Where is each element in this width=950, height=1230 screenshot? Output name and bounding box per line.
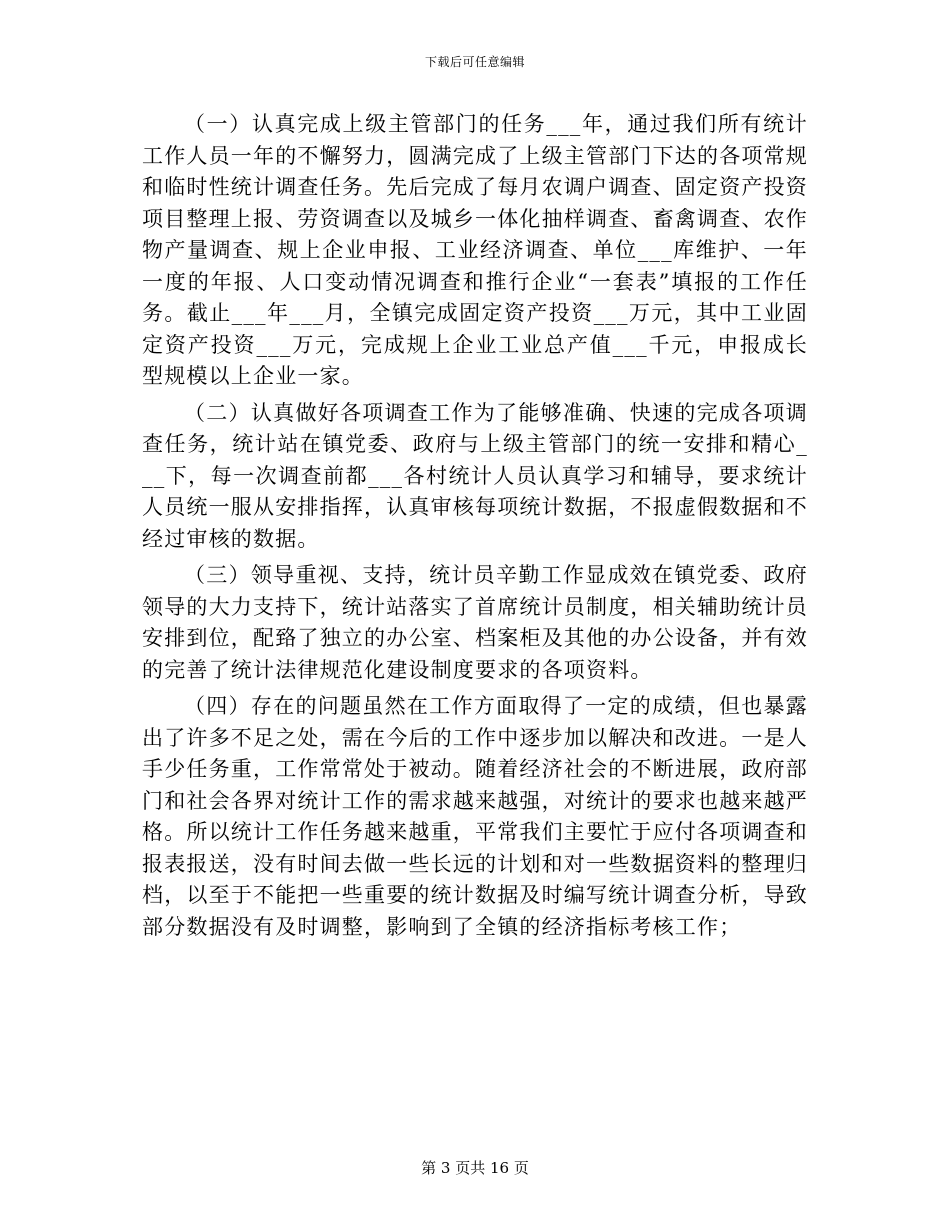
header-note: 下载后可任意编辑 [424,55,525,69]
document-body [142,109,808,948]
paragraph-2: （二）认真做好各项调查工作为了能够准确、快速的完成各项调查任务，统计站在镇党委、政府与上级主管部门的统一安排和精心___下，每一次调查前都___各村统计人员认真学习和辅导，要求统计人员统一服从安排指挥，认真审核每项统计数据，不报虚假数据和不经过审核的数据。 [142,400,808,551]
page-number: 第 3 页共 16 页 [421,1159,529,1177]
paragraph-3: （三）领导重视、支持，统计员辛勤工作显成效在镇党委、政府领导的大力支持下，统计站落实了首席统计员制度，相关辅助统计员安排到位，配臵了独立的办公室、档案柜及其他的办公设备，并有效的完善了统计法律规范化建设制度要求的各项资料。 [142,563,808,682]
paragraph-4: （四）存在的问题虽然在工作方面取得了一定的成绩，但也暴露出了许多不足之处，需在今后的工作中逐步加以解决和改进。一是人手少任务重，工作常常处于被动。随着经济社会的不断进展，政府部门和社会各界对统计工作的需求越来越强，对统计的要求也越来越严格。所以统计工作任务越来越重，平常我们主要忙于应付各项调查和报表报送，没有时间去做一些长远的计划和对一些数据资料的整理归档，以至于不能把一些重要的统计数据及时编写统计调查分析，导致部分数据没有及时调整，影响到了全镇的经济指标考核工作； [142,694,808,939]
paragraph-1: （一）认真完成上级主管部门的任务___年，通过我们所有统计工作人员一年的不懈努力，圆满完成了上级主管部门下达的各项常规和临时性统计调查任务。先后完成了每月农调户调查、固定资产投资项目整理上报、劳资调查以及城乡一体化抽样调查、畜禽调查、农作物产量调查、规上企业申报、工业经济调查、单位___库维护、一年一度的年报、人口变动情况调查和推行企业“一套表”填报的工作任务。截止___年___月，全镇完成固定资产投资___万元，其中工业固定资产投资___万元，完成规上企业工业总产值___千元，申报成长型规模以上企业一家。 [142,112,808,388]
